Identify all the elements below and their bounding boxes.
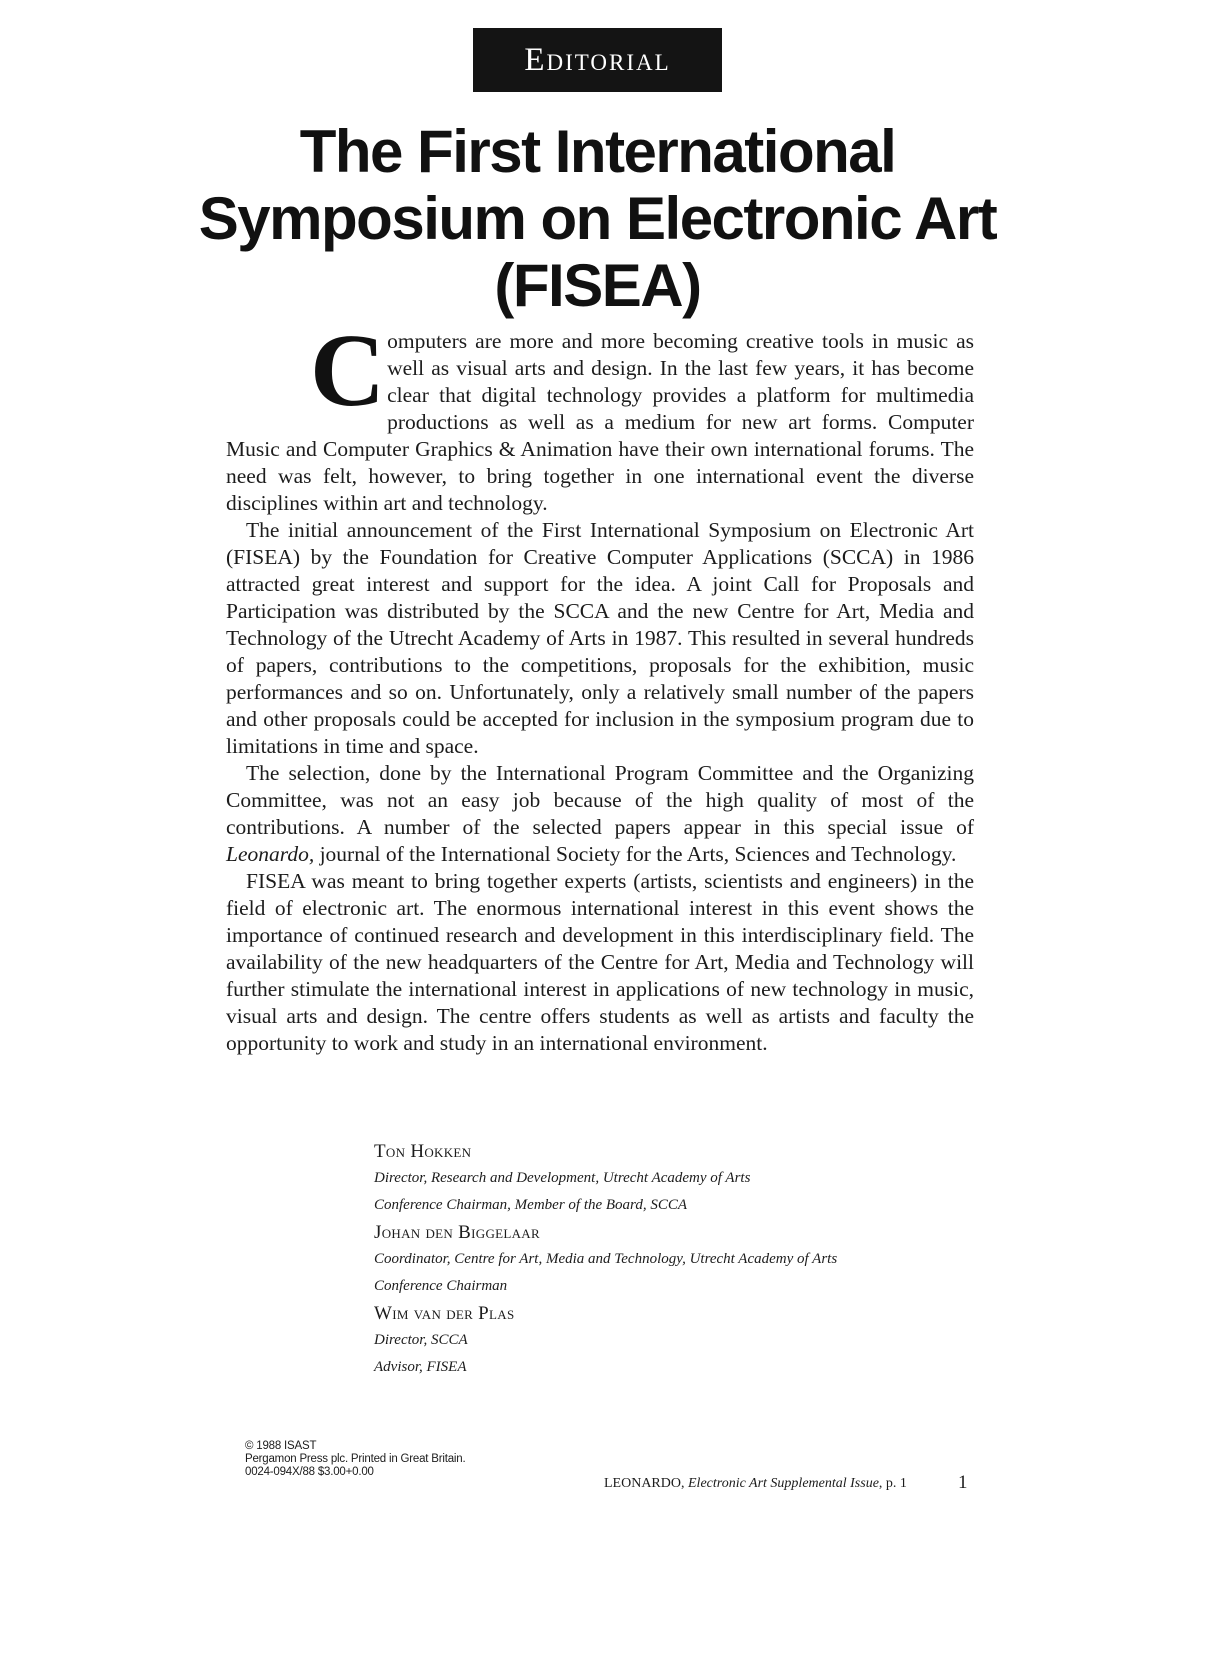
banner-label: Editorial (524, 41, 671, 78)
article-title (160, 118, 1035, 319)
running-footer (604, 1476, 907, 1492)
paragraph: The initial announcement of the First International Symposium on Electronic Art (FISEA) by the Foundation for Creative Computer Applications (SCCA) in 1986 attracted great interest and support for the idea. A joint Call for Proposals and Participation was distributed by the SCCA and the new Centre for Art, Media and Technology of the Utrecht Academy of Arts in 1987. This resulted in several hundreds of papers, contributions to the competitions, proposals for the exhibition, music performances and so on. Unfortunately, only a relatively small number of the papers and other proposals could be accepted for inclusion in the symposium program due to limitations in time and space. (226, 518, 974, 758)
title-line: The First International (299, 118, 896, 185)
drop-cap: C (310, 313, 386, 428)
paragraph-text: journal of the International Society for the Arts, Sciences and Technology. (314, 842, 957, 866)
editorial-banner (473, 28, 722, 92)
signatory-role: Advisor, FISEA (374, 1359, 467, 1375)
copyright-block (245, 1440, 465, 1479)
paragraph (226, 760, 974, 868)
signatory-role: Director, Research and Development, Utrecht Academy of Arts (374, 1170, 751, 1186)
copyright: © 1988 ISAST (245, 1440, 317, 1452)
paragraph-text: omputers are more and more becoming creative tools in music as well as visual arts and design. In the last few years, it has become clear that digital technology provides a platform for multimedia productions as well as a medium for new art forms. Computer Music and Computer Graphics & Animation have their own international forums. The need was felt, however, to bring together in one international event the diverse disciplines within art and technology. (226, 329, 974, 515)
signatory-name: Ton Hokken (374, 1141, 472, 1162)
page-number: 1 (958, 1472, 968, 1493)
signatory-role: Coordinator, Centre for Art, Media and Technology, Utrecht Academy of Arts (374, 1251, 838, 1267)
signatory-role: Conference Chairman (374, 1278, 508, 1294)
paragraph-text: The selection, done by the International Program Committee and the Organizing Committee, was not an easy job because of the high quality of most of the contributions. A number of the selected papers appear in this special issue of (226, 761, 974, 839)
signatory-role: Conference Chairman, Member of the Board, SCCA (374, 1197, 688, 1213)
title-line: (FISEA) (494, 252, 701, 319)
issue-label: Electronic Art Supplemental Issue (688, 1476, 879, 1491)
signatory-name: Wim van der Plas (374, 1303, 515, 1324)
paragraph: FISEA was meant to bring together experts (artists, scientists and engineers) in the field of electronic art. The enormous international interest in this event shows the importance of continued research and development in this interdisciplinary field. The availability of the new headquarters of the Centre for Art, Media and Technology will further stimulate the international interest in applications of new technology in music, visual arts and design. The centre offers students as well as artists and faculty the opportunity to work and study in an international environment. (226, 869, 974, 1055)
paragraph (226, 313, 974, 517)
title-line: Symposium on Electronic Art (198, 185, 997, 252)
publisher: Pergamon Press plc. Printed in Great Britain. (245, 1453, 466, 1465)
signatory-name: Johan den Biggelaar (374, 1222, 540, 1243)
signatory-role: Director, SCCA (374, 1332, 468, 1348)
article-body (226, 313, 974, 1057)
page-ref: , p. 1 (878, 1476, 907, 1491)
signatures (374, 1138, 974, 1381)
journal-name: Leonardo, (226, 842, 315, 866)
issn-code: 0024-094X/88 $3.00+0.00 (245, 1466, 374, 1478)
journal-label: LEONARDO, (604, 1476, 688, 1491)
